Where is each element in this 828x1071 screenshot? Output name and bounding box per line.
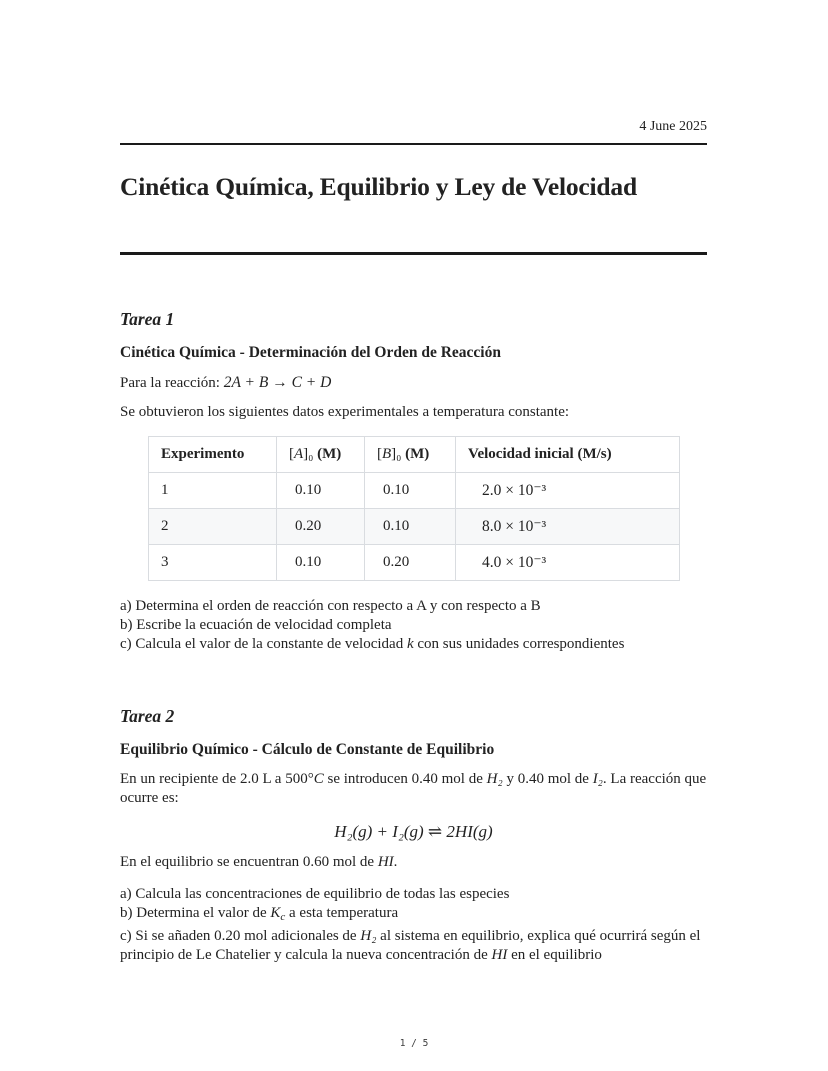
table-row bbox=[149, 473, 680, 509]
kc-symbol: K bbox=[270, 905, 281, 921]
celsius-symbol: C bbox=[313, 771, 324, 787]
reaction-line bbox=[120, 373, 707, 393]
tarea2-subtitle: Equilibrio Químico - Cálculo de Constante de Equilibrio bbox=[120, 741, 495, 758]
reaction-label: Para la reacción: bbox=[120, 375, 224, 391]
header-rule bbox=[120, 143, 707, 145]
table-header-rate: Velocidad inicial (M/s) bbox=[456, 437, 680, 473]
equilibrium-statement: En el equilibrio se encuentran 0.60 mol de HI. bbox=[120, 854, 398, 870]
table-cell-experiment: 2 bbox=[149, 509, 277, 545]
question-b: b) Escribe la ecuación de velocidad completa bbox=[120, 617, 392, 633]
question-a: a) Calcula las concentraciones de equilibrio de todas las especies bbox=[120, 886, 510, 902]
table-cell-conc-a: 0.10 bbox=[277, 473, 365, 509]
question-b: b) Determina el valor de $K_c$ a esta temperatura bbox=[120, 905, 399, 923]
table-cell-conc-b: 0.20 bbox=[365, 545, 456, 581]
table-cell-rate: 2.0 × 10⁻³ bbox=[456, 473, 680, 509]
table-cell-rate: 8.0 × 10⁻³ bbox=[456, 509, 680, 545]
hi-symbol: HI bbox=[491, 947, 508, 963]
hi-symbol: HI bbox=[377, 854, 394, 870]
tarea1-subtitle: Cinética Química - Determinación del Orden de Reacción bbox=[120, 344, 501, 361]
tarea1-heading: Tarea 1 bbox=[120, 309, 175, 329]
table-cell-conc-b: 0.10 bbox=[365, 473, 456, 509]
title-rule bbox=[120, 252, 707, 255]
table-row bbox=[149, 509, 680, 545]
table-header-conc-b: [B]₀ (M) bbox=[365, 437, 456, 473]
tarea2-intro: En un recipiente de 2.0 L a 500°C se introducen 0.40 mol de H₂ y 0.40 mol de I₂. La reacción que ocurre es: bbox=[120, 771, 707, 806]
table-header-experiment: Experimento bbox=[149, 437, 277, 473]
tarea1-questions bbox=[120, 597, 707, 654]
question-a: a) Determina el orden de reacción con respecto a A y con respecto a B bbox=[120, 598, 541, 614]
page-content bbox=[0, 118, 828, 965]
tarea2-questions bbox=[120, 885, 707, 965]
table-header-conc-a: [A]₀ (M) bbox=[277, 437, 365, 473]
table-cell-conc-a: 0.20 bbox=[277, 509, 365, 545]
h2-symbol: H₂ bbox=[486, 771, 503, 787]
h2-symbol: H₂ bbox=[360, 928, 377, 944]
experiment-data-table bbox=[148, 436, 680, 581]
question-c: c) Calcula el valor de la constante de velocidad k con sus unidades correspondientes bbox=[120, 636, 625, 652]
table-cell-conc-a: 0.10 bbox=[277, 545, 365, 581]
rate-constant-symbol: k bbox=[406, 636, 414, 652]
table-cell-experiment: 3 bbox=[149, 545, 277, 581]
question-c: c) Si se añaden 0.20 mol adicionales de H₂ al sistema en equilibrio, explica qué ocurrirá según el principio de Le Chatelier y calcula la nueva concentración de HI en el equilibrio bbox=[120, 928, 701, 963]
table-header-row bbox=[149, 437, 680, 473]
page-number: 1 / 5 bbox=[399, 1038, 429, 1049]
document-title: Cinética Química, Equilibrio y Ley de Velocidad bbox=[120, 172, 637, 201]
tarea2-heading: Tarea 2 bbox=[120, 706, 175, 726]
data-intro: Se obtuvieron los siguientes datos experimentales a temperatura constante: bbox=[120, 404, 570, 420]
table-row bbox=[149, 545, 680, 581]
equilibrium-equation: H₂(g) + I₂(g) ⇌ 2HI(g) bbox=[334, 822, 493, 841]
date-label: 4 June 2025 bbox=[639, 119, 707, 134]
table-cell-experiment: 1 bbox=[149, 473, 277, 509]
reaction-equation: 2A + B → C + D bbox=[223, 374, 332, 391]
i2-symbol: I₂ bbox=[592, 771, 603, 787]
table-cell-conc-b: 0.10 bbox=[365, 509, 456, 545]
table-cell-rate: 4.0 × 10⁻³ bbox=[456, 545, 680, 581]
